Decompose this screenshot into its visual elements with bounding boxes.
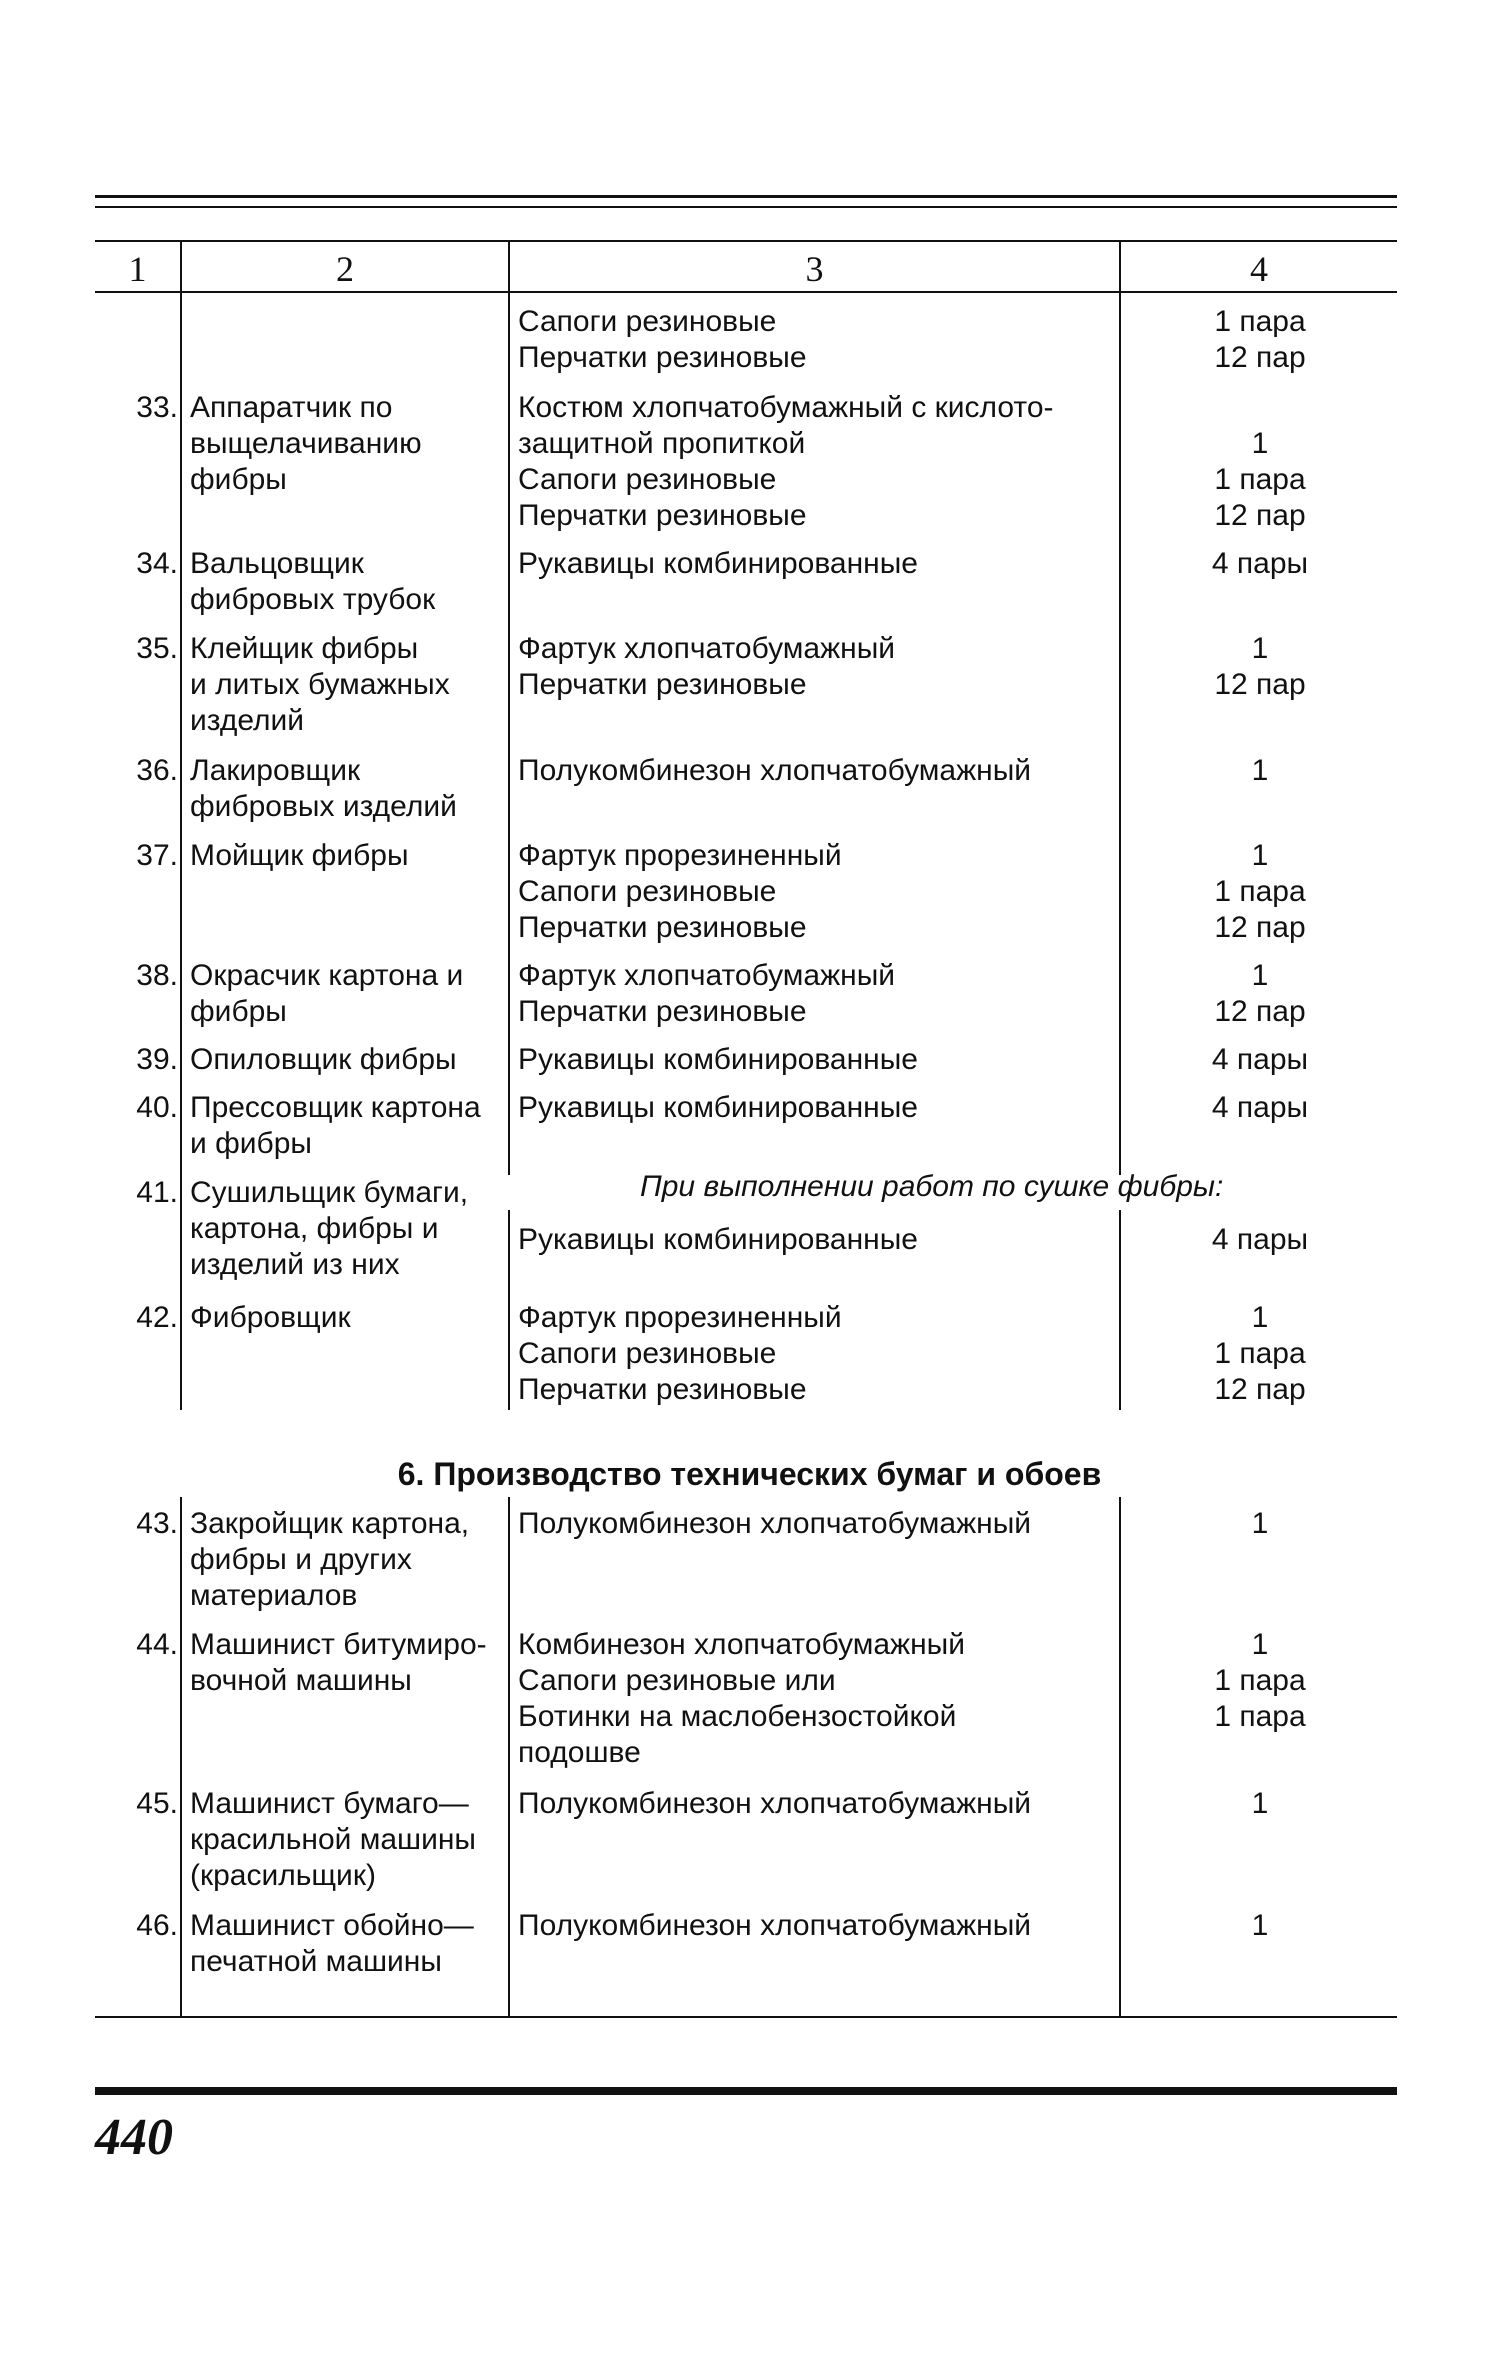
row-number: 34. <box>136 547 178 580</box>
row-items: Фартук прорезиненный Сапоги резиновые Перчатки резиновые <box>518 1301 842 1406</box>
column-divider-3b <box>1119 1210 1121 1410</box>
row-items: Полукомбинезон хлопчатобумажный <box>518 1787 1032 1820</box>
top-double-rule-upper <box>95 195 1397 198</box>
row-profession: Вальцовщик фибровых трубок <box>190 547 436 616</box>
row-quantity: 1 <box>1251 1507 1269 1540</box>
row-profession: Фибровщик <box>190 1301 351 1334</box>
row-quantity: 1 <box>1251 754 1269 787</box>
row-number: 46. <box>136 1909 178 1942</box>
row-number: 45. <box>136 1787 178 1820</box>
row-number: 41. <box>136 1176 178 1209</box>
row-items: Фартук хлопчатобумажный Перчатки резиновые <box>518 959 896 1028</box>
row-number: 33. <box>136 391 178 424</box>
column-divider-1-lower <box>180 1497 182 2017</box>
column-divider-3-lower <box>1119 1497 1121 2017</box>
row-profession: Клейщик фибры и литых бумажных изделий <box>190 632 450 737</box>
row-profession: Мойщик фибры <box>190 839 409 872</box>
row-profession: Лакировщик фибровых изделий <box>190 754 457 823</box>
row-items: Костюм хлопчатобумажный с кислото- защитной пропиткой Сапоги резиновые Перчатки резиновые <box>518 391 1054 532</box>
row-items: Полукомбинезон хлопчатобумажный <box>518 1507 1032 1540</box>
row-quantity: 1 1 пара 1 пара <box>1214 1628 1306 1733</box>
row-items: Полукомбинезон хлопчатобумажный <box>518 754 1032 787</box>
header-col-1: 1 <box>128 249 147 289</box>
row-number: 42. <box>136 1301 178 1334</box>
row-quantity: 1 12 пар <box>1214 959 1306 1028</box>
row-items: Рукавицы комбинированные <box>518 1223 918 1256</box>
row-number: 35. <box>136 632 178 665</box>
row-profession: Опиловщик фибры <box>190 1043 457 1076</box>
column-divider-1 <box>180 240 182 1410</box>
footer-rule <box>95 2087 1397 2095</box>
row-number: 37. <box>136 839 178 872</box>
row-profession: Машинист битумиро- вочной машины <box>190 1628 487 1697</box>
page-number: 440 <box>95 2109 173 2166</box>
row-profession: Окрасчик картона и фибры <box>190 959 464 1028</box>
row-profession: Закройщик картона, фибры и других материалов <box>190 1507 470 1612</box>
row-number: 43. <box>136 1507 178 1540</box>
row-items: Рукавицы комбинированные <box>518 1091 918 1124</box>
row-items: Рукавицы комбинированные <box>518 1043 918 1076</box>
continuation-qty: 1 пара 12 пар <box>1214 305 1306 374</box>
row-quantity: 4 пары <box>1211 1043 1309 1076</box>
header-top-rule <box>95 240 1397 242</box>
row-quantity: 4 пары <box>1211 547 1309 580</box>
row-profession: Машинист бумаго— красильной машины (красильщик) <box>190 1787 476 1892</box>
row-profession: Прессовщик картона и фибры <box>190 1091 481 1160</box>
row-number: 44. <box>136 1628 178 1661</box>
row-quantity: 1 1 пара 12 пар <box>1214 427 1306 532</box>
table-bottom-rule <box>95 2016 1397 2018</box>
row-items: Фартук прорезиненный Сапоги резиновые Перчатки резиновые <box>518 839 842 944</box>
row-quantity: 1 <box>1251 1787 1269 1820</box>
row-items: Фартук хлопчатобумажный Перчатки резиновые <box>518 632 896 701</box>
row-number: 40. <box>136 1091 178 1124</box>
continuation-items: Сапоги резиновые Перчатки резиновые <box>518 305 807 374</box>
header-col-3: 3 <box>805 249 824 289</box>
section-title: 6. Производство технических бумаг и обоев <box>397 1456 1102 1492</box>
row-quantity: 1 1 пара 12 пар <box>1214 1301 1306 1406</box>
row-quantity: 4 пары <box>1211 1223 1309 1256</box>
row-items: Комбинезон хлопчатобумажный Сапоги резиновые или Ботинки на маслобензостойкой подошве <box>518 1628 965 1769</box>
row-profession: Машинист обойно— печатной машины <box>190 1909 474 1978</box>
header-bottom-rule <box>95 291 1397 293</box>
row-quantity: 1 12 пар <box>1214 632 1306 701</box>
row-number: 39. <box>136 1043 178 1076</box>
column-divider-3 <box>1119 240 1121 1175</box>
row-quantity: 1 1 пара 12 пар <box>1214 839 1306 944</box>
row-41-note: При выполнении работ по сушке фибры: <box>640 1170 1224 1203</box>
row-quantity: 1 <box>1251 1909 1269 1942</box>
row-items: Полукомбинезон хлопчатобумажный <box>518 1909 1032 1942</box>
row-number: 38. <box>136 959 178 992</box>
header-col-2: 2 <box>336 249 354 289</box>
top-double-rule-lower <box>95 206 1397 208</box>
row-profession: Сушильщик бумаги, картона, фибры и изделий из них <box>190 1176 469 1281</box>
row-items: Рукавицы комбинированные <box>518 547 918 580</box>
row-quantity: 4 пары <box>1211 1091 1309 1124</box>
row-number: 36. <box>136 754 178 787</box>
header-col-4: 4 <box>1250 249 1268 289</box>
row-profession: Аппаратчик по выщелачиванию фибры <box>190 391 422 496</box>
